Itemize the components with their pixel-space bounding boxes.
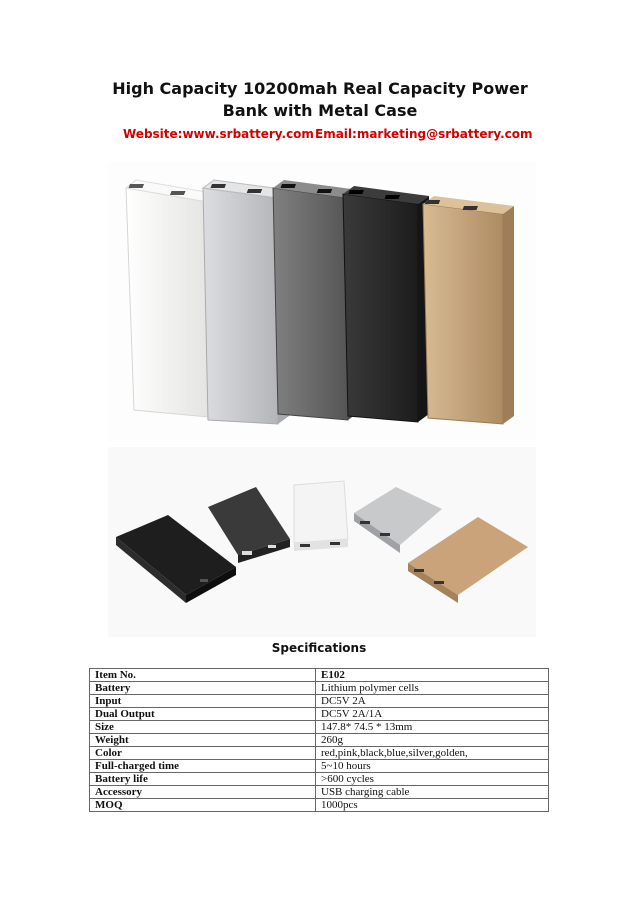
spec-key: MOQ: [90, 799, 316, 812]
table-row: [90, 721, 549, 734]
title-line-1: High Capacity 10200mah Real Capacity Power: [112, 79, 528, 98]
spec-value: 260g: [316, 734, 549, 747]
power-bank-black: [343, 186, 429, 422]
spec-value: DC5V 2A: [316, 695, 549, 708]
power-banks-upright-illustration: [108, 162, 536, 442]
spec-value: USB charging cable: [316, 786, 549, 799]
product-photo-flat: [108, 447, 536, 637]
spec-value: red,pink,black,blue,silver,golden,: [316, 747, 549, 760]
table-row: [90, 773, 549, 786]
power-bank-flat-dark: [208, 487, 290, 563]
spec-key: Full-charged time: [90, 760, 316, 773]
power-bank-flat-white: [294, 481, 348, 551]
page-title: [90, 78, 550, 122]
title-line-2: Bank with Metal Case: [222, 101, 418, 120]
table-row: [90, 695, 549, 708]
spec-key: Input: [90, 695, 316, 708]
spec-value: 1000pcs: [316, 799, 549, 812]
spec-value: Lithium polymer cells: [316, 682, 549, 695]
spec-key: Color: [90, 747, 316, 760]
spec-value: E102: [316, 669, 549, 682]
spec-key: Weight: [90, 734, 316, 747]
spec-key: Battery: [90, 682, 316, 695]
table-row: [90, 669, 549, 682]
product-photo-upright: [108, 162, 536, 442]
table-row: [90, 799, 549, 812]
power-bank-flat-gold: [408, 517, 528, 603]
table-row: [90, 760, 549, 773]
spec-value: >600 cycles: [316, 773, 549, 786]
table-row: [90, 747, 549, 760]
power-bank-flat-black: [116, 515, 236, 603]
power-bank-flat-silver: [354, 487, 442, 553]
spec-value: 5~10 hours: [316, 760, 549, 773]
table-row: [90, 708, 549, 721]
power-banks-flat-illustration: [108, 447, 536, 637]
website-text: Website:www.srbattery.com: [123, 127, 314, 141]
specifications-heading: Specifications: [271, 641, 367, 655]
table-row: [90, 734, 549, 747]
power-bank-gold: [423, 196, 514, 424]
spec-value: 147.8* 74.5 * 13mm: [316, 721, 549, 734]
table-row: [90, 682, 549, 695]
specifications-table: [89, 668, 549, 812]
spec-value: DC5V 2A/1A: [316, 708, 549, 721]
spec-key: Size: [90, 721, 316, 734]
table-row: [90, 786, 549, 799]
spec-key: Battery life: [90, 773, 316, 786]
spec-key: Item No.: [90, 669, 316, 682]
spec-key: Accessory: [90, 786, 316, 799]
spec-key: Dual Output: [90, 708, 316, 721]
email-text: Email:marketing@srbattery.com: [315, 127, 533, 141]
